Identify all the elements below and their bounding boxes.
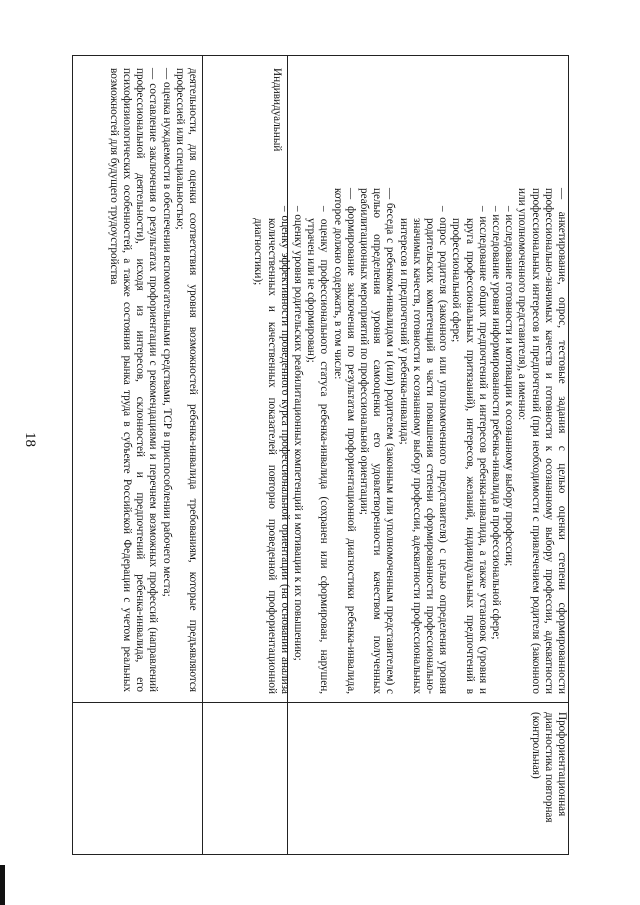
row2-line: – оценку профессионального статуса ребенка-инвалида (сохранен или сформирован, нарушен, утрачен или не сформирован); — [305, 206, 331, 694]
row2-label: Профориентационная диагностика повторная (контрольная) — [529, 712, 568, 823]
row1-line: деятельности, для оценки соответствия уровня возможностей ребенка-инвалида требованиям, которые предъявляются профессией или специальностью; — [173, 68, 199, 692]
row2-line: – исследование уровня информированности ребенка-инвалида в профессиональной сфере; — [489, 206, 502, 640]
content-table — [72, 55, 569, 855]
row2-line: – опрос родителя (законного или уполномоченного представителя) с целью определения уровня родительских компетенций в части повышения степени сформированности профессионально-значимых качеств, готовности к осознанному выбору профессии, адекватности профессиональных интересов и предпочтений у ребенка-инвалида; — [397, 206, 450, 694]
row2-line: — анкетирование, опрос, тестовые задания с целью оценки степени сформированности профессионально-значимых качеств и готовности к осознанному выбору профессии, адекватности профессиональных интересов и предпочтений (при необходимости с привлечением родителя (законного или уполномоченного представителя), а именно: — [516, 188, 568, 694]
page-number: 18 — [22, 432, 38, 447]
row1-line: — составление заключения о результатах профориентации с рекомендациями и перечнем возможных профессий (направлений профессиональной деятельности), исходя из интересов, склонностей и предпочтений ребенка-инвалида, его психофизиологических особенностей, а также состояния рынка труда в субъекте Российской Федерации с учетом реальных возможностей для будущего трудоустройства — [107, 68, 160, 692]
row2-label-cell — [290, 706, 570, 848]
row2-line: — формирование заключения по результатам профориентационной диагностики ребенка-инвалида, которое должно содержать, в том числе: — [331, 188, 357, 694]
row2-line: – исследование готовности и мотивации к осознанному выбору профессии; — [503, 206, 516, 567]
row2-line: – оценку эффективности проведенного курса профессиональной ориентации (на основании анализа количественных и качественных показателей повторно проведенной профориентационной диагностики); — [252, 206, 291, 694]
row-divider — [73, 702, 568, 703]
scan-edge-mark — [0, 865, 5, 905]
row2-line: – исследование общих предпочтений и интересов ребенка-инвалида, а также установок (уровня и круга профессиональных притязаний), интересов, желаний, индивидуальных предпочтений в профессиональной сфере; — [450, 206, 489, 694]
format-label: Индивидуальный — [271, 68, 283, 152]
row2-content — [252, 182, 570, 700]
row1-line: — оценка нуждаемости в обеспечении вспомогательными средствами, ТСР в приспособлении рабочего места; — [160, 68, 173, 597]
row1-content — [77, 62, 201, 698]
row2-line: — беседа с ребенком-инвалидом и (или) родителем (законным или уполномоченным представителем) с целью определения уровня самооценки его удовлетворенности качеством полученных реабилитационных мероприятий по профессиональной ориентации; — [357, 188, 397, 694]
row2-line: – оценку уровня родительских реабилитационных компетенций и мотивации к их повышению; — [291, 206, 304, 661]
